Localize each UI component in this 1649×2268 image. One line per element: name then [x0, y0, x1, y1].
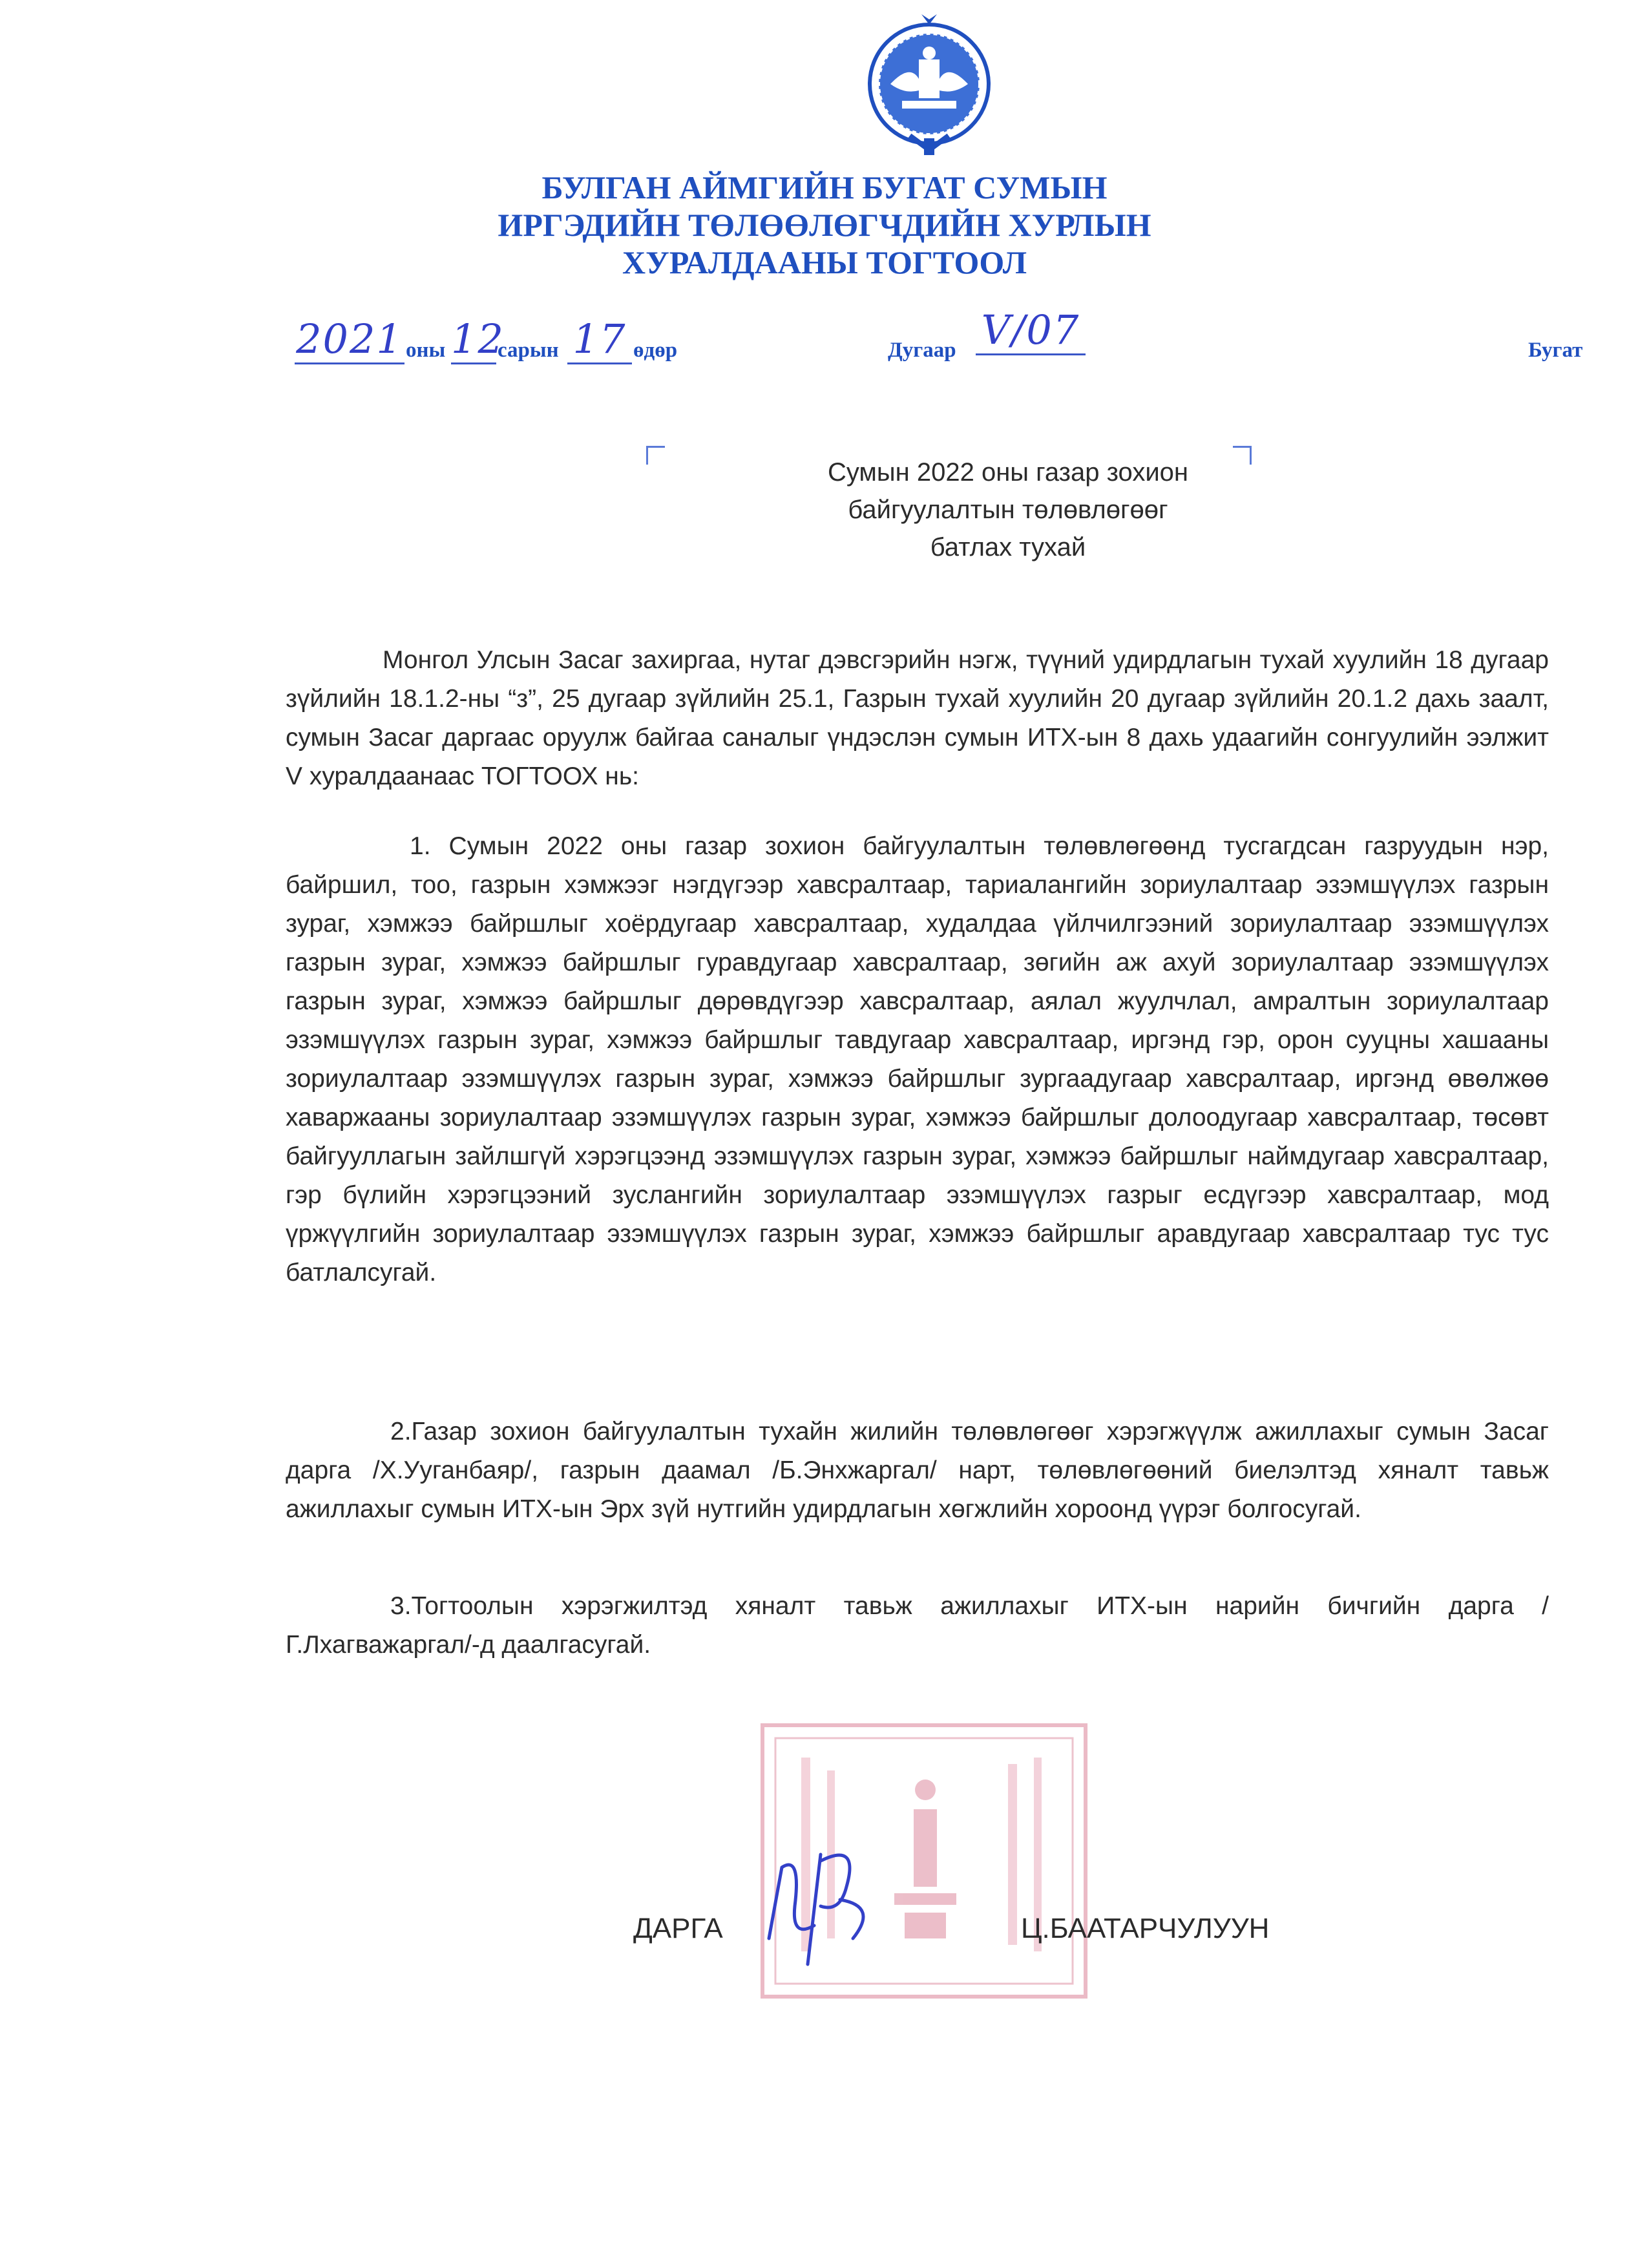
issuer-line-2: ИРГЭДИЙН ТӨЛӨӨЛӨГЧДИЙН ХУРЛЫН — [498, 207, 1151, 243]
preamble-paragraph: Монгол Улсын Засаг захиргаа, нутаг дэвсгэрийн нэгж, түүний удирдлагын тухай хуулийн 18 дугаар зүйлийн 18.1.2-ны “з”, 25 дугаар зүйлийн 25.1, Газрын тухай хуулийн 20 дугаар зүйлийн 20.1.2 дахь заалт, сумын Засаг даргаас оруулж байгаа саналыг үндэслэн сумын ИТХ-ын 8 дахь удаагийн сонгуулийн ээлжит V хуралдаанаас ТОГТООХ нь: — [286, 646, 1549, 790]
subject-line-3: батлах тухай — [930, 533, 1086, 562]
signatory-title: ДАРГА — [633, 1913, 723, 1944]
subject-line-2: байгуулалтын төлөвлөгөөг — [848, 496, 1168, 524]
meta-number: V/07 — [976, 306, 1086, 355]
handwritten-signature — [756, 1829, 885, 1984]
meta-month-suffix: сарын — [498, 339, 559, 362]
meta-day-suffix: өдөр — [633, 339, 678, 362]
meta-month: 12 — [451, 315, 496, 364]
meta-year-suffix: оны — [406, 339, 446, 362]
meta-year: 2021 — [295, 315, 404, 364]
issuer-line-1: БУЛГАН АЙМГИЙН БУГАТ СУМЫН — [541, 169, 1108, 205]
meta-place: Бугат — [1528, 339, 1583, 362]
subject-line-1: Сумын 2022 оны газар зохион — [827, 458, 1188, 487]
meta-row — [291, 306, 1602, 373]
document-type: ХУРАЛДААНЫ ТОГТООЛ — [622, 244, 1027, 280]
meta-number-label: Дугаар — [888, 339, 956, 362]
decision-item-2: 2.Газар зохион байгуулалтын тухайн жилийн төлөвлөгөөг хэрэгжүүлж ажиллахыг сумын Засаг дарга /Х.Ууганбаяр/, газрын даамал /Б.Энхжаргал/ нарт, төлөвлөгөөний биелэлтэд хяналт тавьж ажиллахыг сумын ИТХ-ын Эрх зүй нутгийн удирдлагын хөгжлийн хороонд үүрэг болгосугай. — [286, 1418, 1549, 1523]
decision-item-1: 1. Сумын 2022 оны газар зохион байгуулалтын төлөвлөгөөнд тусгагдсан газруудын нэр, байршил, тоо, газрын хэмжээг нэгдүгээр хавсралтаар, тариалангийн зориулалтаар эзэмшүүлэх газрын зураг, хэмжээ байршлыг хоёрдугаар хавсралтаар, худалдаа үйлчилгээний зориулалтаар эзэмшүүлэх газрын зураг, хэмжээ байршлыг гуравдугаар хавсралтаар, зөгийн аж ахуй зориулалтаар эзэмшүүлэх газрын зураг, хэмжээ байршлыг дөрөвдүгээр хавсралтаар, аялал жуулчлал, амралтын зориулалтаар эзэмшүүлэх газрын зураг, хэмжээ байршлыг тавдугаар хавсралтаар, иргэнд гэр, орон сууцны хашааны зориулалтаар эзэмшүүлэх газрын зураг, хэмжээ байршлыг зургаадугаар хавсралтаар, иргэнд өвөлжөө хаваржааны зориулалтаар эзэмшүүлэх газрын зураг, хэмжээ байршлыг долоодугаар хавсралтаар, төсөвт байгууллагын зайлшгүй хэрэгцээнд эзэмшүүлэх газрын зураг, хэмжээ байршлыг наймдугаар хавсралтаар, гэр бүлийн хэрэгцээний зуслангийн зориулалтаар эзэмшүүлэх газрыг есдүгээр хавсралтаар, мод үржүүлгийн зориулалтаар эзэмшүүлэх газрын зураг, хэмжээ байршлыг аравдугаар хавсралтаар тус тус батлалсугай. — [286, 832, 1549, 1286]
state-emblem-icon — [865, 12, 994, 156]
decision-item-3: 3.Тогтоолын хэрэгжилтэд хяналт тавьж ажиллахыг ИТХ-ын нарийн бичгийн дарга /Г.Лхагважаргал/-д даалгасугай. — [286, 1592, 1549, 1659]
signatory-name: Ц.БААТАРЧУЛУУН — [1021, 1913, 1270, 1944]
meta-day: 17 — [567, 315, 632, 364]
